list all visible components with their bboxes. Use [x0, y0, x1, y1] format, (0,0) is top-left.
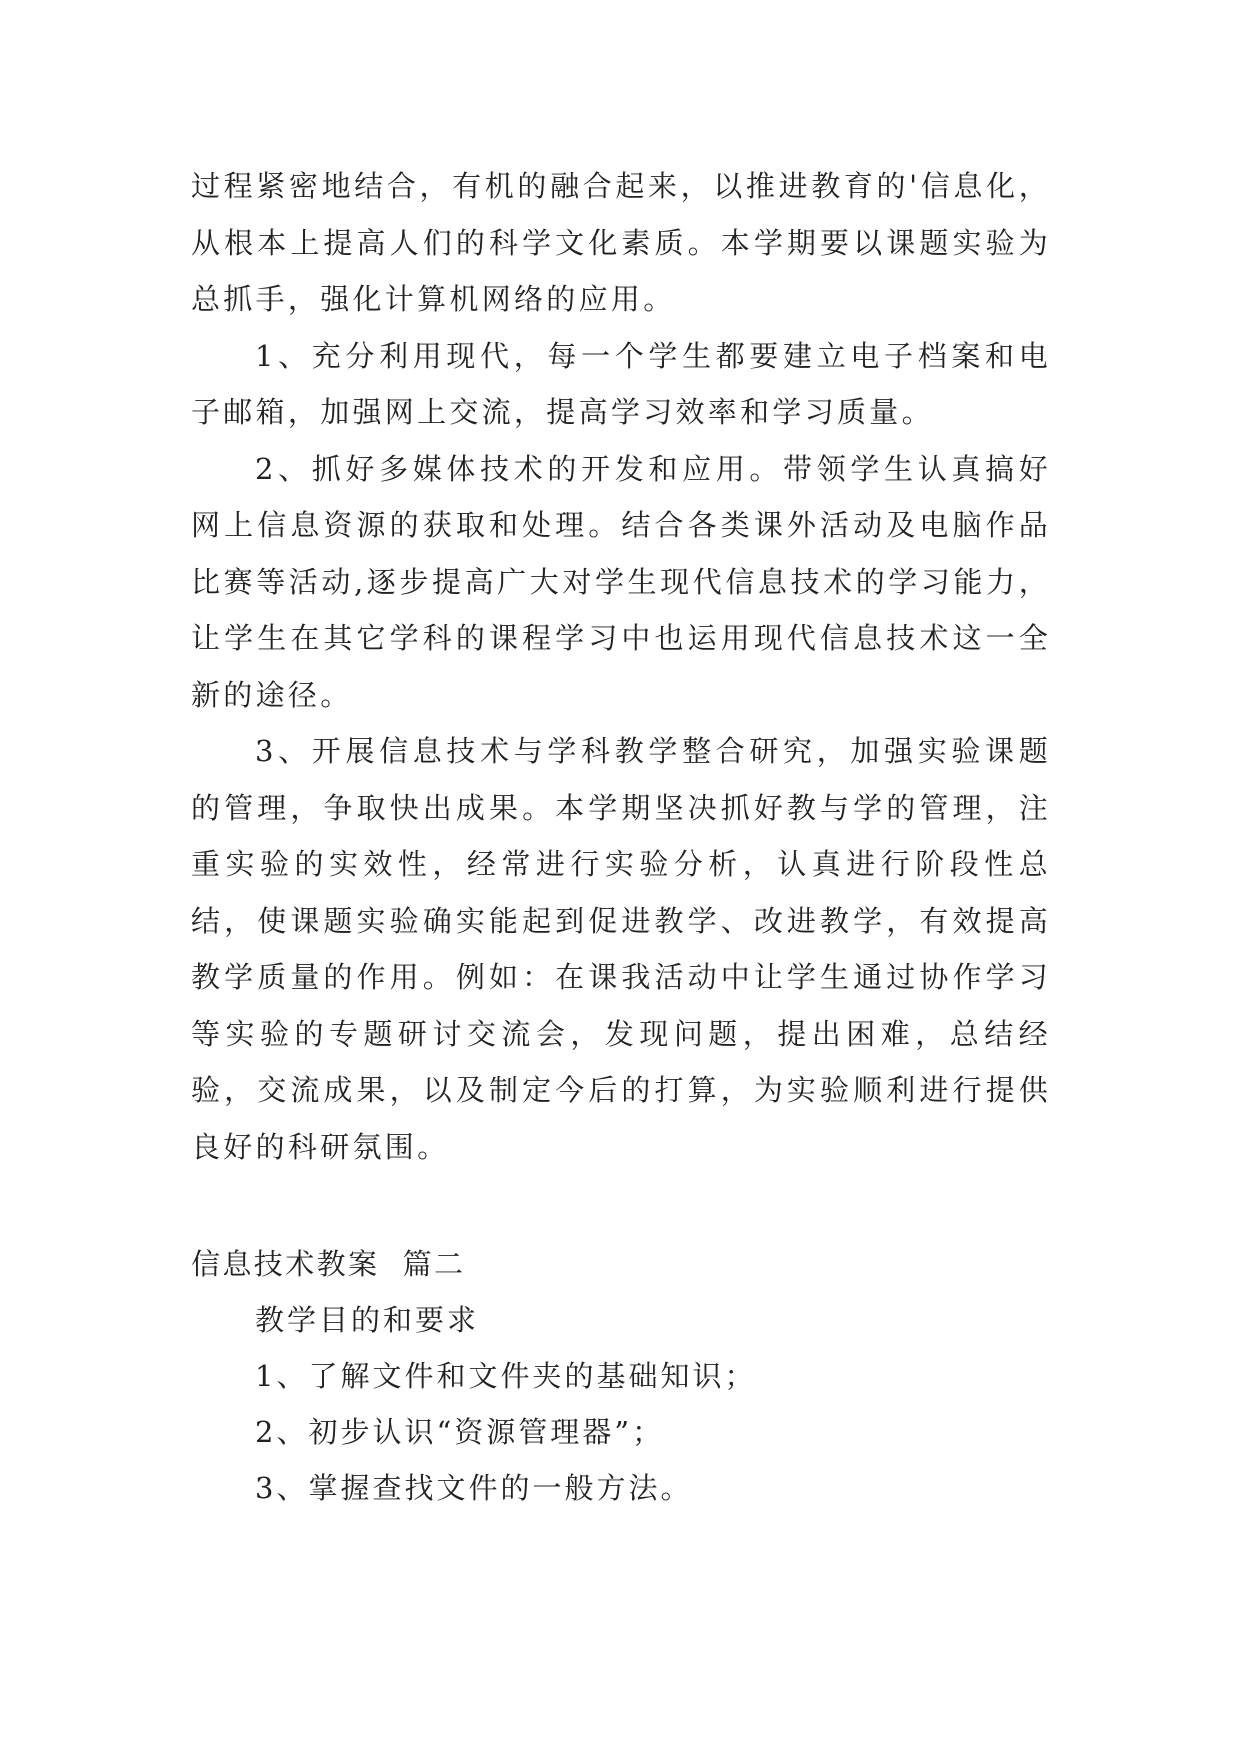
list-item: 2、初步认识“资源管理器”； [255, 1415, 665, 1449]
paragraph-continuation: 过程紧密地结合，有机的融合起来，以推进教育的'信息化，从根本上提高人们的科学文化素质。本学期要以课题实验为总抓手，强化计算机网络的应用。 [191, 169, 1051, 316]
body-text [191, 158, 1051, 1175]
paragraph-item-3: 3、开展信息技术与学科教学整合研究，加强实验课题的管理，争取快出成果。本学期坚决抓好教与学的管理，注重实验的实效性，经常进行实验分析，认真进行阶段性总结，使课题实验确实能起到促进教学、改进教学，有效提高教学质量的作用。例如：在课我活动中让学生通过协作学习等实验的专题研讨交流会，发现问题，提出困难，总结经验，交流成果，以及制定今后的打算，为实验顺利进行提供良好的科研氛围。 [191, 734, 1051, 1164]
section-title: 信息技术教案 篇二 [191, 1247, 466, 1281]
list-item: 1、了解文件和文件夹的基础知识； [255, 1359, 757, 1393]
paragraph-item-1: 1、充分利用现代，每一个学生都要建立电子档案和电子邮箱，加强网上交流，提高学习效率和学习质量。 [191, 338, 1051, 429]
section-two [191, 1236, 1051, 1516]
section-subheading: 教学目的和要求 [255, 1303, 480, 1337]
paragraph-item-2: 2、抓好多媒体技术的开发和应用。带领学生认真搞好网上信息资源的获取和处理。结合各类课外活动及电脑作品比赛等活动,逐步提高广大对学生现代信息技术的学习能力，让学生在其它学科的课程学习中也运用现代信息技术这一全新的途径。 [191, 451, 1051, 712]
list-item: 3、掌握查找文件的一般方法。 [255, 1471, 693, 1505]
